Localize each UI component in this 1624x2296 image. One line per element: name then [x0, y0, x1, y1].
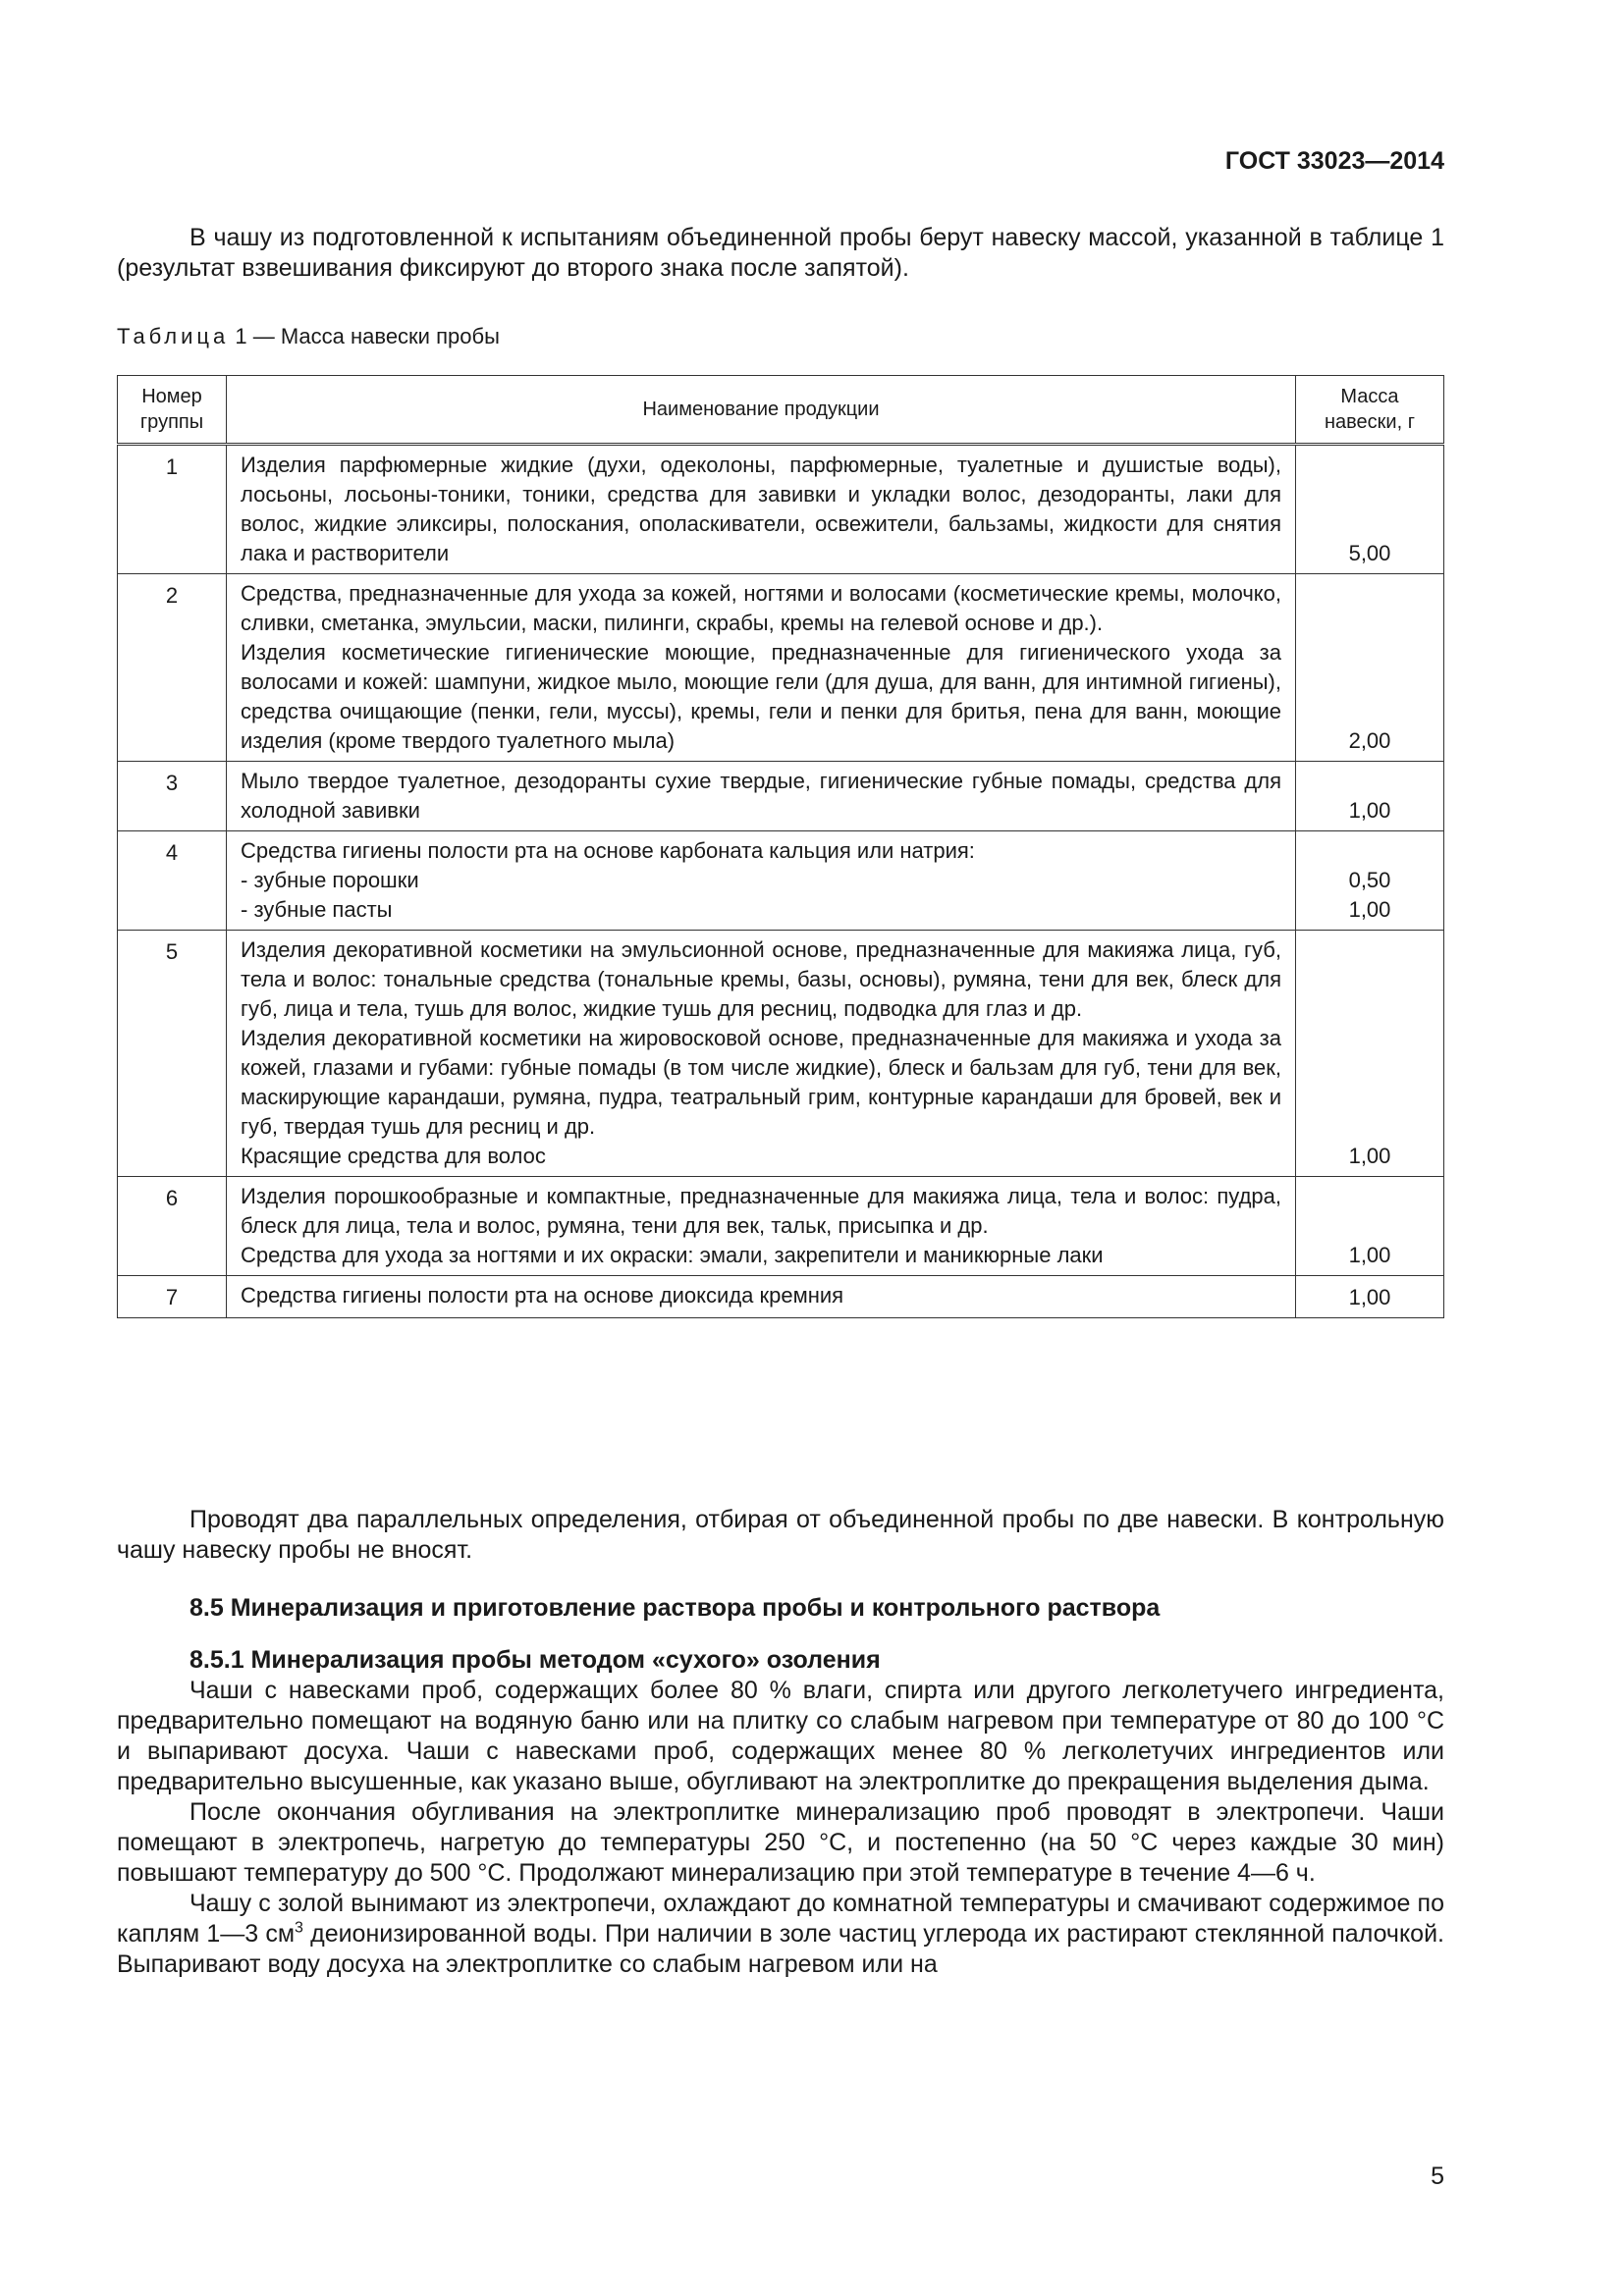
row-product-subitem: - зубные пасты	[241, 897, 393, 922]
row-product-text: Изделия декоративной косметики на эмульсионной основе, предназначенные для макияжа лица, губ, тела и волос: тональные средства (тональные кремы, базы, основы), румяна, тени для век, блеск для губ, лица и тела, тушь для волос, жидкие тушь для ресниц, подводка для глаз и др.	[241, 937, 1281, 1021]
table-header-row	[118, 376, 1444, 445]
header-name: Наименование продукции	[227, 376, 1296, 445]
row-product-name	[227, 931, 1296, 1177]
row-product-text: Средства гигиены полости рта на основе карбоната кальция или натрия:	[241, 838, 975, 863]
table-row	[118, 1276, 1444, 1318]
table-caption	[117, 324, 500, 349]
row-product-text: Изделия декоративной косметики на жировосковой основе, предназначенные для макияжа и ухода за кожей, глазами и губами: губные помады (в том числе жидкие), блеск и бальзам для губ, тени для век, маскирующие карандаши, румяна, пудра, театральный грим, контурные карандаши для бровей, век и губ, твердая тушь для ресниц и др.	[241, 1026, 1281, 1139]
table-caption-text: 1 — Масса навески пробы	[229, 324, 500, 348]
table-row	[118, 931, 1444, 1177]
section-heading-8-5-1: 8.5.1 Минерализация пробы методом «сухого» озоления	[189, 1646, 881, 1674]
row-mass-value: 1,00	[1348, 897, 1391, 922]
row-product-name	[227, 1177, 1296, 1276]
row-product-name	[227, 831, 1296, 931]
row-product-text: Изделия косметические гигиенические моющие, предназначенные для гигиенического ухода за волосами и кожей: шампуни, жидкое мыло, моющие гели (для душа, для ванн, для интимной гигиены), средства очищающие (пенки, гели, муссы), кремы, гели и пенки для бритья, пена для ванн, моющие изделия (кроме твердого туалетного мыла)	[241, 640, 1281, 753]
row-number: 4	[118, 831, 227, 931]
after-table-section	[117, 1505, 1444, 1980]
paragraph-drying: Чаши с навесками проб, содержащих более 80 % влаги, спирта или другого легколетучего ингредиента, предварительно помещают на водяную баню или на плитку со слабым нагревом при температуре от 80 до 100 °С и выпаривают досуха. Чаши с навесками проб, содержащих менее 80 % легколетучих ингредиентов или предварительно высушенные, как указано выше, обугливают на электроплитке до прекращения выделения дыма.	[117, 1677, 1444, 1795]
header-mass: Масса навески, г	[1296, 376, 1444, 445]
row-product-subitem: - зубные порошки	[241, 868, 419, 892]
row-product-text: Средства, предназначенные для ухода за кожей, ногтями и волосами (косметические кремы, молочко, сливки, сметанка, эмульсии, маски, пилинги, скрабы, кремы на гелевой основе и др.).	[241, 581, 1281, 635]
row-mass: 1,00	[1296, 1177, 1444, 1276]
section-heading-8-5: 8.5 Минерализация и приготовление раствора пробы и контрольного раствора	[189, 1594, 1161, 1622]
table-row	[118, 831, 1444, 931]
row-mass: 5,00	[1296, 445, 1444, 574]
row-product-name: Средства гигиены полости рта на основе диоксида кремния	[227, 1276, 1296, 1318]
row-mass: 1,00	[1296, 1276, 1444, 1318]
row-mass-value: 0,50	[1348, 868, 1391, 892]
superscript-cubic: 3	[295, 1919, 303, 1937]
row-product-name: Изделия парфюмерные жидкие (духи, одеколоны, парфюмерные, туалетные и душистые воды), лосьоны, лосьоны-тоники, тоники, средства для завивки и укладки волос, дезодоранты, лаки для волос, жидкие эликсиры, полоскания, ополаскиватели, освежители, бальзамы, жидкости для снятия лака и растворители	[227, 445, 1296, 574]
mass-table	[117, 375, 1444, 1318]
table-row	[118, 1177, 1444, 1276]
row-product-name	[227, 574, 1296, 762]
row-product-text: Средства для ухода за ногтями и их окраски: эмали, закрепители и маникюрные лаки	[241, 1243, 1104, 1267]
row-mass: 2,00	[1296, 574, 1444, 762]
table-row	[118, 574, 1444, 762]
row-mass: 1,00	[1296, 762, 1444, 831]
page-number: 5	[1431, 2163, 1444, 2190]
row-product-text: Изделия порошкообразные и компактные, предназначенные для макияжа лица, тела и волос: пудра, блеск для лица, тела и волос, румяна, тени для век, тальк, присыпка и др.	[241, 1184, 1281, 1238]
paragraph-ash-text-a: Чашу с золой вынимают из электропечи, охлаждают до комнатной температуры и смачивают содержимое по каплям 1—3 см	[117, 1890, 1444, 1948]
row-mass: 1,00	[1296, 931, 1444, 1177]
paragraph-ash-text-b: деионизированной воды. При наличии в золе частиц углерода их растирают стеклянной палочкой. Выпаривают воду досуха на электроплитке со слабым нагревом или на	[117, 1920, 1444, 1978]
table-row	[118, 762, 1444, 831]
header-number: Номер группы	[118, 376, 227, 445]
row-number: 2	[118, 574, 227, 762]
table-row	[118, 445, 1444, 574]
paragraph-furnace: После окончания обугливания на электроплитке минерализацию проб проводят в электропечи. Чаши помещают в электропечь, нагретую до температуры 250 °С, и постепенно (на 50 °С через каждые 30 мин) повышают температуру до 500 °С. Продолжают минерализацию при этой температуре в течение 4—6 ч.	[117, 1798, 1444, 1887]
row-number: 5	[118, 931, 227, 1177]
row-number: 6	[118, 1177, 227, 1276]
paragraph-parallel-determinations: Проводят два параллельных определения, отбирая от объединенной пробы по две навески. В контрольную чашу навеску пробы не вносят.	[117, 1506, 1444, 1564]
table-caption-label: Таблица	[117, 324, 230, 348]
paragraph-ash	[117, 1889, 1444, 1980]
row-product-name: Мыло твердое туалетное, дезодоранты сухие твердые, гигиенические губные помады, средства для холодной завивки	[227, 762, 1296, 831]
row-number: 1	[118, 445, 227, 574]
intro-paragraph: В чашу из подготовленной к испытаниям объединенной пробы берут навеску массой, указанной в таблице 1 (результат взвешивания фиксируют до второго знака после запятой).	[117, 224, 1444, 282]
row-product-text: Красящие средства для волос	[241, 1144, 546, 1168]
row-number: 7	[118, 1276, 227, 1318]
row-mass	[1296, 831, 1444, 931]
row-number: 3	[118, 762, 227, 831]
document-header-id: ГОСТ 33023—2014	[1224, 147, 1444, 175]
